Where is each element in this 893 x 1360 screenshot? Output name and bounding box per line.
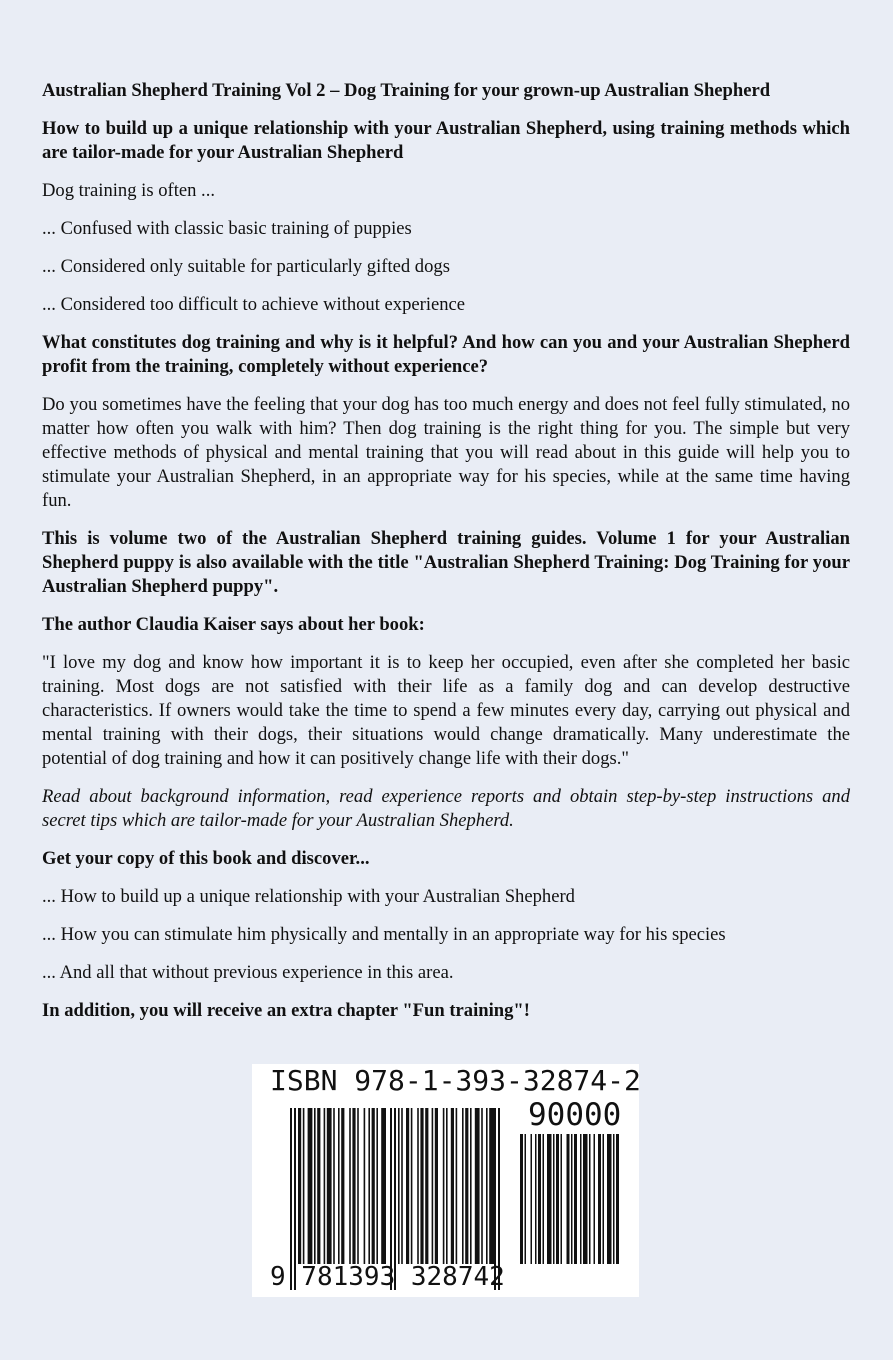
barcode-bar: [443, 1108, 445, 1264]
barcode-bar: [317, 1108, 320, 1264]
barcode-bar: [298, 1108, 301, 1264]
body-paragraph: Do you sometimes have the feeling that your dog has too much energy and does not feel fully stimulated, no matter how often you walk with him? Then dog training is the right thing for you. The simple but very effective methods of physical and mental training that you will read about in this guide will help you to stimulate your Australian Shepherd, in an appropriate way for his species, while at the same time having fun.: [42, 394, 850, 511]
barcode-bar: [462, 1108, 464, 1264]
barcode-bar: [420, 1108, 423, 1264]
barcode-bar: [583, 1134, 588, 1264]
bonus-line: In addition, you will receive an extra chapter "Fun training"!: [42, 1000, 530, 1021]
italic-note: Read about background information, read experience reports and obtain step-by-step instructions and secret tips which are tailor-made for your Australian Shepherd.: [42, 786, 850, 831]
barcode-bar: [435, 1108, 438, 1264]
barcode-bar: [381, 1108, 386, 1264]
barcode-addon-number: 90000: [528, 1097, 622, 1133]
barcode-bar: [556, 1134, 559, 1264]
barcode-digits: 9 781393 328742: [270, 1262, 505, 1292]
barcode-bar: [451, 1108, 454, 1264]
barcode-bar: [368, 1108, 370, 1264]
barcode-bar: [352, 1108, 355, 1264]
back-cover-blurb: [42, 79, 850, 1037]
barcode-bar: [425, 1108, 428, 1264]
barcode-bar: [327, 1108, 332, 1264]
barcode-bar: [324, 1108, 326, 1264]
benefit-item: ... How you can stimulate him physically and mentally in an appropriate way for his species: [42, 924, 726, 945]
misconception-item: ... Considered only suitable for particularly gifted dogs: [42, 256, 450, 277]
barcode-bar: [475, 1108, 480, 1264]
barcode-bar: [538, 1134, 541, 1264]
barcode-bar: [432, 1108, 434, 1264]
misconception-item: ... Considered too difficult to achieve without experience: [42, 294, 466, 315]
barcode-bar: [594, 1134, 596, 1264]
barcode-bar: [308, 1108, 313, 1264]
book-title: Australian Shepherd Training Vol 2 – Dog Training for your grown-up Australian Shepherd: [42, 80, 771, 101]
barcode-bar: [376, 1108, 378, 1264]
barcode-bar: [525, 1134, 527, 1264]
barcode-bar: [553, 1134, 555, 1264]
barcode-bar: [446, 1108, 448, 1264]
book-subtitle: How to build up a unique relationship with your Australian Shepherd, using training methods which are tailor-made for your Australian Shepherd: [42, 118, 850, 163]
barcode-bar: [574, 1134, 577, 1264]
benefit-item: ... How to build up a unique relationship with your Australian Shepherd: [42, 886, 575, 907]
barcode-bar: [567, 1134, 570, 1264]
barcode-bar: [561, 1134, 563, 1264]
barcode-bar: [470, 1108, 472, 1264]
barcode-bar: [489, 1108, 494, 1264]
volume-note: This is volume two of the Australian Shepherd training guides. Volume 1 for your Australian Shepherd puppy is also available with the title "Australian Shepherd Training: Dog Training for your Australian Shepherd puppy".: [42, 528, 850, 597]
barcode-bar: [341, 1108, 344, 1264]
barcode-bar: [372, 1108, 375, 1264]
barcode-bar: [589, 1134, 591, 1264]
barcode-bar: [465, 1108, 468, 1264]
barcode-bar: [613, 1134, 615, 1264]
barcode-bar: [303, 1108, 305, 1264]
barcode-bar: [398, 1108, 400, 1264]
barcode-bar: [571, 1134, 573, 1264]
barcode-bar: [349, 1108, 351, 1264]
barcode-bar: [411, 1108, 413, 1264]
barcode-bar: [364, 1108, 366, 1264]
barcode-bar: [401, 1108, 403, 1264]
benefit-item: ... And all that without previous experience in this area.: [42, 962, 454, 983]
barcode-bar: [616, 1134, 619, 1264]
barcode-bar: [417, 1108, 419, 1264]
barcode-bar: [543, 1134, 545, 1264]
barcode-bar: [481, 1108, 483, 1264]
barcode-bar: [535, 1134, 537, 1264]
misconception-item: ... Confused with classic basic training of puppies: [42, 218, 412, 239]
barcode-bar: [333, 1108, 335, 1264]
barcode-bar: [531, 1134, 533, 1264]
barcode-bar: [314, 1108, 316, 1264]
question-paragraph: What constitutes dog training and why is it helpful? And how can you and your Australian Shepherd profit from the training, completely without experience?: [42, 332, 850, 377]
call-to-action: Get your copy of this book and discover...: [42, 848, 370, 869]
barcode-bar: [547, 1134, 552, 1264]
barcode-bar: [406, 1108, 409, 1264]
barcode-bar: [603, 1134, 605, 1264]
barcode-bar: [598, 1134, 601, 1264]
author-quote: "I love my dog and know how important it is to keep her occupied, even after she completed her basic training. Most dogs are not satisfied with their life as a family dog and can develop destructive characteristics. If owners would take the time to spend a few minutes every day, carrying out physical and mental training with their dogs, their situations would change dramatically. Many underestimate the potential of dog training and how it can positively change life with their dogs.": [42, 652, 850, 769]
isbn-barcode: [252, 1064, 639, 1297]
barcode-bar: [580, 1134, 582, 1264]
barcode-bar: [486, 1108, 488, 1264]
intro-line: Dog training is often ...: [42, 180, 215, 201]
author-heading: The author Claudia Kaiser says about her book:: [42, 614, 425, 635]
barcode-bar: [338, 1108, 340, 1264]
barcode-bar: [357, 1108, 359, 1264]
isbn-label: ISBN 978-1-393-32874-2: [270, 1064, 641, 1097]
barcode-bar: [520, 1134, 523, 1264]
barcode-bar: [607, 1134, 612, 1264]
barcode-bar: [456, 1108, 458, 1264]
